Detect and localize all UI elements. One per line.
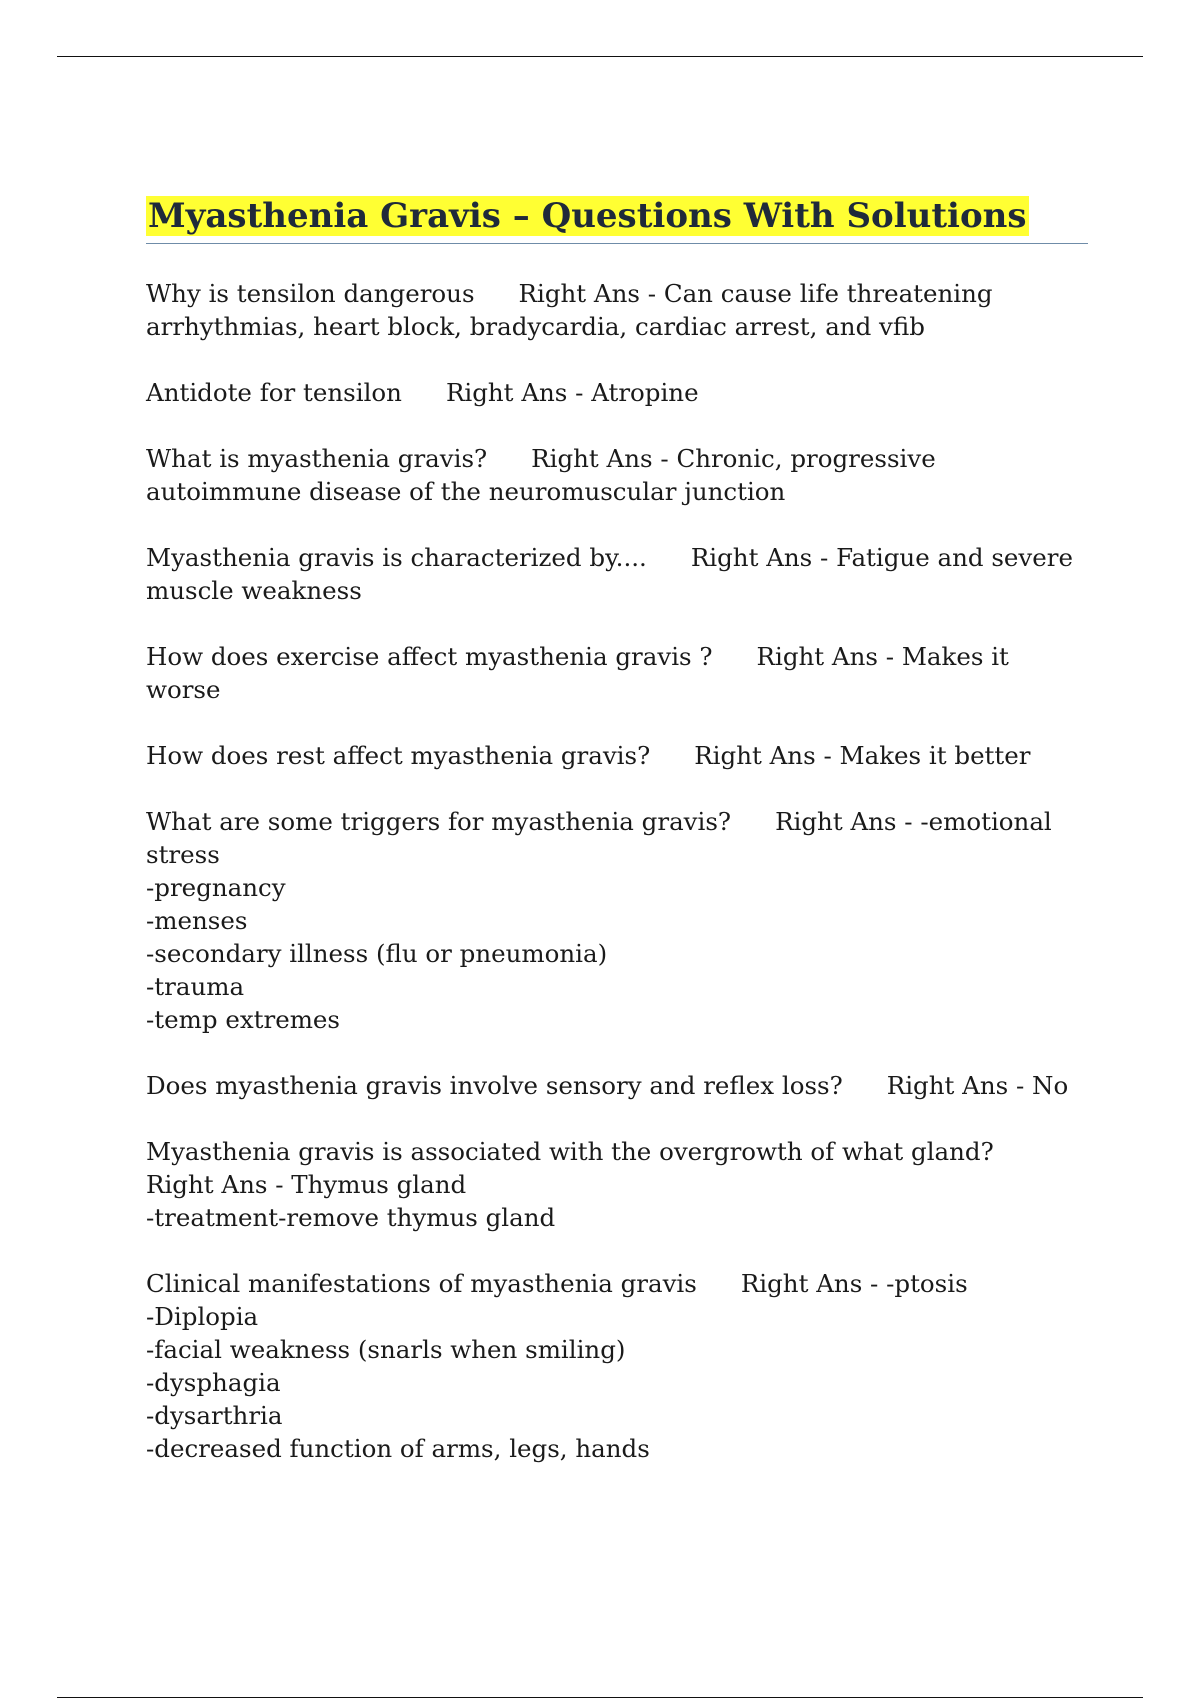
qa-item — [146, 640, 1088, 706]
answer-text: Right Ans - Can cause life threatening arrhythmias, heart block, bradycardia, cardiac arrest, and vfib — [146, 279, 993, 341]
qa-item — [146, 277, 1088, 343]
question-text: Myasthenia gravis is characterized by.... — [146, 543, 647, 572]
answer-text: Right Ans - Chronic, progressive autoimmune disease of the neuromuscular junction — [146, 444, 936, 506]
qa-line — [146, 739, 1088, 772]
qa-item — [146, 739, 1088, 772]
answer-list-item: -pregnancy — [146, 873, 286, 902]
title-underline — [146, 243, 1088, 244]
page-top-rule — [57, 56, 1143, 57]
qa-line — [146, 376, 1088, 409]
answer-list-item: -temp extremes — [146, 1005, 341, 1034]
question-text: Why is tensilon dangerous — [146, 279, 475, 308]
qa-item — [146, 541, 1088, 607]
answer-list-item: -facial weakness (snarls when smiling) — [146, 1335, 626, 1364]
question-text: What are some triggers for myasthenia gravis? — [146, 807, 732, 836]
qa-line — [146, 1135, 1088, 1201]
answer-text: Right Ans - Fatigue and severe muscle weakness — [146, 543, 1073, 605]
document-body — [146, 192, 1088, 1498]
qa-item — [146, 1267, 1088, 1465]
qa-item — [146, 1135, 1088, 1234]
question-text: What is myasthenia gravis? — [146, 444, 488, 473]
answer-list-item: -dysphagia — [146, 1368, 281, 1397]
document-title-text: Myasthenia Gravis – Questions With Solutions — [148, 196, 1027, 236]
answer-list-item: -dysarthria — [146, 1401, 283, 1430]
qa-list — [146, 277, 1088, 1465]
answer-list-item: -menses — [146, 906, 248, 935]
qa-item — [146, 442, 1088, 508]
qa-line — [146, 640, 1088, 706]
qa-item — [146, 1069, 1088, 1102]
qa-line — [146, 1069, 1088, 1102]
question-text: How does rest affect myasthenia gravis? — [146, 741, 651, 770]
answer-text: Right Ans - Makes it worse — [146, 642, 1009, 704]
qa-line — [146, 277, 1088, 343]
answer-text: Right Ans - Thymus gland — [146, 1170, 467, 1199]
answer-list-item: -Diplopia — [146, 1302, 259, 1331]
qa-item — [146, 376, 1088, 409]
answer-list-item: -treatment-remove thymus gland — [146, 1203, 556, 1232]
qa-line — [146, 541, 1088, 607]
qa-line — [146, 442, 1088, 508]
answer-list-item: -decreased function of arms, legs, hands — [146, 1434, 650, 1463]
question-text: How does exercise affect myasthenia gravis ? — [146, 642, 713, 671]
answer-list-item: -trauma — [146, 972, 245, 1001]
document-title — [146, 192, 1088, 240]
question-text: Myasthenia gravis is associated with the overgrowth of what gland? — [146, 1137, 994, 1166]
answer-text: Right Ans - No — [886, 1071, 1069, 1100]
page-bottom-rule — [57, 1697, 1143, 1698]
answer-text: Right Ans - -ptosis — [740, 1269, 968, 1298]
question-text: Antidote for tensilon — [146, 378, 402, 407]
answer-text: Right Ans - Atropine — [445, 378, 699, 407]
question-text: Clinical manifestations of myasthenia gravis — [146, 1269, 697, 1298]
qa-item — [146, 805, 1088, 1036]
answer-list-item: -secondary illness (flu or pneumonia) — [146, 939, 608, 968]
answer-text: Right Ans - -emotional stress — [146, 807, 1052, 869]
qa-line — [146, 805, 1088, 871]
question-text: Does myasthenia gravis involve sensory and reflex loss? — [146, 1071, 843, 1100]
answer-text: Right Ans - Makes it better — [694, 741, 1031, 770]
qa-line — [146, 1267, 1088, 1300]
